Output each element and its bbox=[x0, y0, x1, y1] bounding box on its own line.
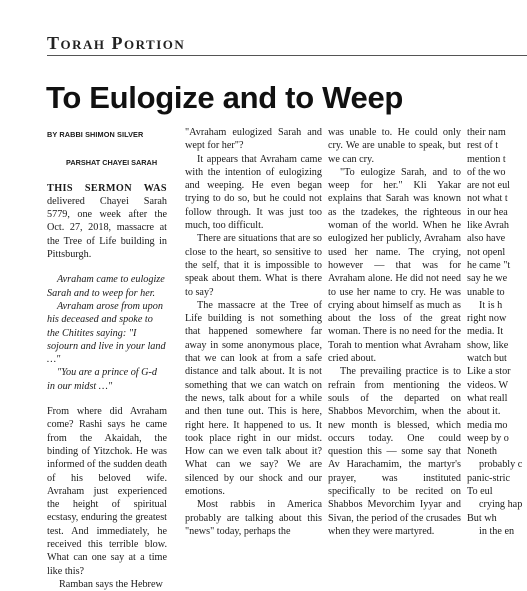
cropped-line: he came "t bbox=[467, 259, 511, 271]
cropped-line: not openl bbox=[467, 246, 506, 258]
cropped-line: mention t bbox=[467, 153, 506, 165]
section-rule bbox=[47, 55, 527, 56]
cropped-line: also have bbox=[467, 233, 506, 245]
cropped-line: in the en bbox=[479, 525, 515, 537]
paragraph: "Avraham eulogized Sarah and wept for her"? bbox=[185, 127, 322, 152]
paragraph: There are situations that are so close to the heart, so sensitive to the self, that it is impossible to speak about them. What is there to say? bbox=[185, 233, 322, 298]
cropped-line: what reall bbox=[467, 392, 508, 404]
quote-line: "You are a prince of G-d in our midst …" bbox=[47, 367, 158, 392]
parshat-label: PARSHAT CHAYEI SARAH bbox=[66, 158, 158, 168]
cropped-line: probably c bbox=[479, 459, 523, 471]
quote-line: Avraham came to eulogize Sarah and to weep for her. bbox=[47, 274, 165, 299]
paragraph: The massacre at the Tree of Life building is not something that happened somewhere far away in some anonymous place, that we can look at from a safe distance and talk about. It is not something that we can watch on the news, talk about for a while and then tune out. This is here, right here. It happened to us. It took place right in our midst. How can we even talk about it? What can we say? We are silenced by our shock and our emotions. bbox=[185, 299, 322, 498]
paragraph: From where did Avraham come? Rashi says he came from the Akaidah, the binding of Yitzchok. He was informed of the sudden death of his beloved wife. Avraham just experienced the height of spiritual ecstasy, enduring the greatest test. And immediately, he received this terrible blow. What can one say at a time like this? bbox=[47, 406, 167, 577]
scripture-quote bbox=[47, 273, 167, 393]
section-label: Torah Portion bbox=[47, 33, 186, 53]
paragraph: The prevailing practice is to refrain from mentioning the souls of the departed on Shabbos Mevorchim, when the new month is blessed, which occurs today. One could question this — some say that Av Harachamim, the martyr's prayer, was instituted specifically to be recited on Shabbos Mevorchim Iyyar and Sivan, the period of the crusades when they were martyred. bbox=[328, 366, 461, 537]
cropped-line: videos. W bbox=[467, 379, 509, 391]
cropped-line: Noneth bbox=[467, 446, 497, 458]
cropped-line: To eul bbox=[467, 486, 493, 498]
cropped-line: crying hap bbox=[479, 499, 523, 511]
cropped-line: media. It bbox=[467, 326, 504, 338]
lead-text: delivered Chayei Sarah 5779, one week after the Oct. 27, 2018, massacre at the Tree of Life building in Pittsburgh. bbox=[47, 195, 167, 261]
paragraph: was unable to. He could only cry. We are unable to speak, but we can cry. bbox=[328, 127, 461, 165]
cropped-line: of the wo bbox=[467, 166, 506, 178]
column-2 bbox=[185, 126, 322, 538]
column-1-body bbox=[47, 405, 167, 591]
cropped-line: But wh bbox=[467, 512, 497, 524]
paragraph: It appears that Avraham came with the intention of eulogizing and weeping. He even began trying to do so, but he could not follow through. It was just too much, too difficult. bbox=[185, 153, 322, 232]
cropped-line: say he we bbox=[467, 273, 508, 285]
lead-paragraph bbox=[47, 182, 167, 262]
column-1 bbox=[47, 126, 167, 591]
cropped-line: are not eul bbox=[467, 180, 510, 192]
cropped-line: like Avrah bbox=[467, 220, 509, 232]
paragraph: Ramban says the Hebrew bbox=[59, 578, 163, 590]
paragraph: "To eulogize Sarah, and to weep for her." Kli Yakar explains that Sarah was known as the tzadekes, the righteous woman of the world. When he eulogized her publicly, Avraham used her name. The crying, however — that was for Avraham alone. He did not need to use her name to cry. He was crying about himself as much as about the loss of the great woman. There is no need for the Torah to mention what Avraham cried about. bbox=[328, 166, 461, 365]
cropped-line: show, like bbox=[467, 339, 509, 351]
cropped-line: rest of t bbox=[467, 140, 499, 152]
column-4-cropped bbox=[467, 126, 527, 538]
cropped-line: watch but bbox=[467, 353, 507, 365]
cropped-line: not what t bbox=[467, 193, 508, 205]
cropped-line: about it. bbox=[467, 406, 501, 418]
byline: BY RABBI SHIMON SILVER bbox=[47, 130, 144, 139]
lead-caps: THIS SERMON WAS bbox=[47, 182, 167, 194]
cropped-line: weep by o bbox=[467, 432, 509, 444]
column-3 bbox=[328, 126, 461, 538]
cropped-line: Like a stor bbox=[467, 366, 511, 378]
cropped-line: panic-stric bbox=[467, 472, 510, 484]
cropped-line: in our hea bbox=[467, 206, 508, 218]
paragraph: Most rabbis in America probably are talking about this "news" today, perhaps the bbox=[185, 499, 322, 537]
cropped-line: media mo bbox=[467, 419, 508, 431]
cropped-line: unable to bbox=[467, 286, 505, 298]
article-headline: To Eulogize and to Weep bbox=[46, 80, 404, 115]
cropped-line: right now bbox=[467, 313, 507, 325]
quote-line: Avraham arose from upon his deceased and spoke to the Chitites saying: "I sojourn and live in your land …" bbox=[47, 300, 166, 366]
cropped-line: their nam bbox=[467, 127, 506, 138]
cropped-line: It is h bbox=[479, 299, 503, 311]
